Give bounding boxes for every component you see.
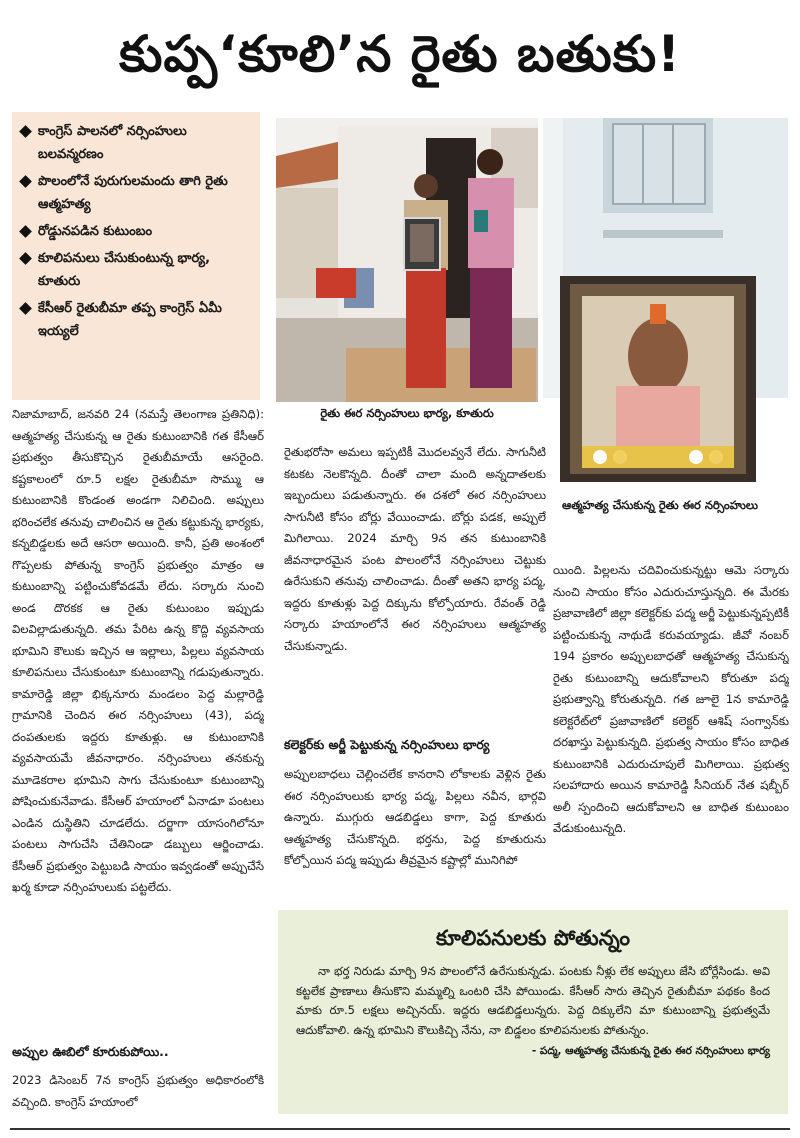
article-paragraph: యింది. పిల్లలను చదివించుకున్నట్టు ఆమె సర్కారు నుంచి సాయం కోసం ఎదురుచూస్తున్నది. ఈ మేరకు ప్రజావాణిలో జిల్లా కలెక్టర్‌కు పద్మ అర్జీ పెట్టుకున్నప్పటికీ పట్టించుకున్న నాథుడే కరువయ్యాడు. జీవో నంబర్ 194 ప్రకారం అప్పులబాధతో ఆత్మహత్య చేసుకున్న రైతు కుటుంబాన్ని ఆదుకోవాలని కోరుతూ పద్మ ప్రభుత్వాన్ని కోరుతున్నది. గత జూలై 1న కామారెడ్డి కలెక్టరేట్‌లో ప్రజావాణిలో కలెక్టర్ ఆశిష్ సంగ్వాన్‌కు దరఖాస్తు పెట్టుకున్నది. ప్రభుత్వ సాయం కోసం బాధిత కుటుంబానికి ఎదురుచూపులే మిగిలాయి. ప్రభుత్వ సలహాదారు అయిన కామారెడ్డి సీనియర్ నేత షబ్బీర్ అలీ స్పందించి ఆదుకోవాలని ఆ బాధిత కుటుంబం వేడుకుంటున్నది. — [553, 563, 789, 835]
portrait-caption: ఆత్మహత్య చేసుకున్న రైతు ఈర నర్సింహులు — [562, 498, 758, 512]
highlight-text: పొలంలోనే పురుగులమందు తాగి రైతు ఆత్మహత్య — [38, 174, 228, 212]
article-paragraph: రైతుభరోసా అమలు ఇప్పటికీ మొదలవ్వనే లేదు. సాగునీటి కటకట నెలకొన్నది. దీంతో చాలా మంది అన్నదాతలకు ఇబ్బందులు పడుతున్నారు. ఈ దశలో ఈర నర్సింహులు సాగునీటి కోసం బోర్లు వేయించాడు. బోర్లు పడక, అప్పులే మిగిలాయి. 2024 మార్చి 9న తన కుటుంబానికి జీవనాధారమైన పంట పొలంలోనే నర్సింహులు చెట్టుకు ఉరేసుకుని తనువు చాలించాడు. దీంతో అతని భార్య పద్మ, ఇద్దరు కూతుళ్లు పెద్ద దిక్కును కోల్పోయారు. రేవంత్ రెడ్డి సర్కారు హయాంలోనే ఈర నర్సింహులు ఆత్మహత్య చేసుకున్నాడు. — [284, 445, 546, 653]
diamond-bullet-icon — [19, 252, 32, 265]
framed-portrait-image — [560, 276, 756, 482]
headline: కుప్ప‘కూలి’న రైతు బతుకు! — [119, 25, 681, 83]
highlight-item — [20, 170, 252, 216]
family-photo — [276, 118, 538, 402]
highlights-list — [20, 120, 252, 343]
highlight-item — [20, 247, 252, 293]
highlight-text: రోడ్డునపడిన కుటుంబం — [38, 224, 153, 239]
article-column-1-continued — [12, 1070, 264, 1122]
article-paragraph: అప్పులబాధలు చెల్లించలేక కానరాని లోకాలకు వెళ్లిన రైతు ఈర నర్సింహులుకు భార్య పద్మ, పిల్లలు నవీన, భార్గవి ఉన్నారు. ముగ్గురు ఆడబిడ్డలు కాగా, పెద్ద కూతురు ఆత్మహత్య చేసుకొన్నది. భర్తను, పెద్ద కూతురును కోల్పోయిన పద్మ ఇప్పుడు తీవ్రమైన కష్టాల్లో మునిగిపో — [284, 767, 546, 867]
article-paragraph: 2023 డిసెంబర్ 7న కాంగ్రెస్ ప్రభుత్వం అధికారంలోకి వచ్చింది. కాంగ్రెస్ హయాంలో — [12, 1073, 264, 1109]
quote-text: నా భర్త నిరుడు మార్చి 9న పొలంలోనే ఉరేసుకున్నడు. పంటకు నీళ్లు లేక అప్పులు జేసి బోర్లేసిండు. అవి కట్టలేక ప్రాణాలు తీసుకొని మమ్మల్ని ఒంటరి చేసి పోయిండు. కేసీఆర్ సారు తెచ్చిన రైతుబీమా పథకం కింద మాకు రూ.5 లక్షలు అచ్చినయ్. ఇద్దరు ఆడబిడ్డలున్నరు. పెద్ద దిక్కులేని మా కుటుంబాన్ని ప్రభుత్వమే ఆదుకోవాలి. ఉన్న భూమిని కౌలుకిచ్చి నేను, నా బిడ్డలం కూలిపనులకు పోతున్నం. — [296, 964, 770, 1037]
article-column-2 — [284, 442, 546, 732]
family-photo-caption: రైతు ఈర నర్సింహులు భార్య, కూతురు — [320, 406, 494, 420]
subheading-debt: అప్పుల ఊబిలో కూరుకుపోయి.. — [12, 1044, 169, 1059]
subheading-collector: కలెక్టర్‌కు అర్జీ పెట్టుకున్న నర్సింహులు భార్య — [284, 737, 490, 752]
highlight-text: కేసీఆర్ రైతుబీమా తప్ప కాంగ్రెస్ ఏమీ ఇయ్యలే — [38, 301, 222, 339]
highlights-box — [12, 112, 260, 400]
diamond-bullet-icon — [19, 175, 32, 188]
article-paragraph: నిజామాబాద్, జనవరి 24 (నమస్తే తెలంగాణ ప్రతినిధి): ఆత్మహత్య చేసుకున్న ఆ రైతు కుటుంబానికి గత కేసీఆర్ ప్రభుత్వం తీసుకొచ్చిన రైతుబీమాయే ఆసరైంది. కష్టకాలంలో రూ.5 లక్షల రైతుబీమా సొమ్ము ఆ కుటుంబానికి కొండంత అండగా నిలిచింది. అప్పులు భరించలేక తనువు చాలించిన ఆ రైతు కట్టుకున్న భార్యకు, కన్నబిడ్డలకు అదే ఆసరా అయింది. కానీ, ప్రతి అంశంలో గొప్పలకు పోతున్న కాంగ్రెస్ ప్రభుత్వం మాత్రం ఆ కుటుంబాన్ని పట్టించుకోవడమే లేదు. సర్కారు నుంచి అండ దొరకక ఆ రైతు కుటుంబం ఇప్పుడు విలవిల్లాడుతున్నది. తమ పేరిట ఉన్న కొద్ది వ్యవసాయ భూమిని కౌలుకు ఇచ్చిన ఆ ఇల్లాలు, పిల్లలు వ్యవసాయ కూలిపనులు చేసుకుంటూ కుటుంబాన్ని గడుపుతున్నారు. కామారెడ్డి జిల్లా భిక్కనూరు మండలం పెద్ద మల్లారెడ్డి గ్రామానికి చెందిన ఈర నర్సింహులు (43), పద్మ దంపతులకు ఇద్దరు కూతుళ్లు. ఆ కుటుంబానికి వ్యవసాయమే జీవనాధారం. నర్సింహులు తనకున్న మూడెకరాల భూమిని సాగు చేసుకుంటూ కుటుంబాన్ని పోషించుకునేవాడు. కేసీఆర్ హయాంలో ఏనాడూ పంటలు ఎండిన దుస్థితిని చూడలేదు. దర్జాగా యాసంగిలోనూ పంటలు సాగుచేసి చేతినిండా డబ్బులు ఆర్జించాడు. కేసీఆర్ ప్రభుత్వం పెట్టుబడి సాయం ఇవ్వడంతో అప్పుచేసే ఖర్మ కూడా నర్సింహులుకు పట్టలేదు. — [12, 407, 264, 894]
diamond-bullet-icon — [19, 125, 32, 138]
quote-box — [278, 910, 788, 1114]
article-column-3 — [553, 560, 789, 898]
bottom-rule — [10, 1128, 790, 1130]
highlight-item — [20, 220, 252, 243]
portrait-photo — [560, 276, 756, 482]
highlight-text: కాంగ్రెస్ పాలనలో నర్సింహులు బలవన్మరణం — [38, 124, 187, 162]
highlight-item — [20, 120, 252, 166]
quote-signature: - పద్మ, ఆత్మహత్య చేసుకున్న రైతు ఈర నర్సింహులు భార్య — [531, 1045, 770, 1057]
article-column-2-continued — [284, 764, 546, 898]
highlight-text: కూలిపనులు చేసుకుంటున్న భార్య, కూతురు — [38, 251, 211, 289]
article-column-1 — [12, 404, 264, 994]
quote-box-title: కూలిపనులకు పోతున్నం — [435, 926, 631, 950]
diamond-bullet-icon — [19, 225, 32, 238]
highlight-item — [20, 297, 252, 343]
family-photo-image — [276, 118, 538, 402]
diamond-bullet-icon — [19, 302, 32, 315]
